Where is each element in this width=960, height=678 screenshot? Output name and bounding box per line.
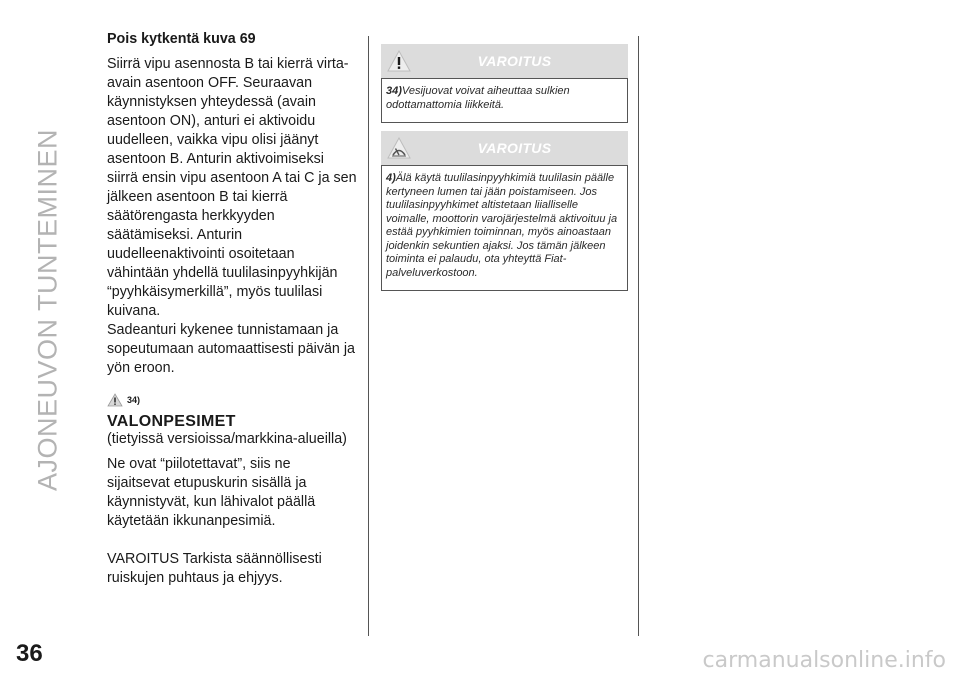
warning-title-2: VAROITUS (477, 140, 552, 156)
warning-body-2 (381, 165, 628, 291)
watermark-text: carmanualsonline.info (702, 648, 946, 673)
column-divider-right (638, 36, 639, 636)
warning-text-2: Älä käytä tuulilasinpyyhkimiä tuulilasin päälle kertyneen lumen tai jään poistamiseen. Jos tuulilasinpyyhkimet altistetaan liialliselle voimalle, moottorin varojärjestelmä aktivoituu ja estää pyyhkimien toiminnan, myös ainoastaan joidenkin sekuntien ajaksi. Jos tämän jälkeen toiminta ei palaudu, ota yhteyttä Fiat-palveluverkostoon. (386, 172, 618, 279)
warning-triangle-icon (387, 50, 411, 72)
warnings-column (381, 44, 628, 291)
warning-reference (107, 392, 357, 408)
warning-reference-number: 34) (127, 394, 141, 405)
section-heading: Pois kytkentä kuva 69 (107, 31, 256, 47)
warning-title-1: VAROITUS (477, 53, 552, 69)
paragraph-warning-check: VAROITUS Tarkista säännöllisesti ruiskujen puhtaus ja ehjyys. (107, 551, 322, 586)
chapter-side-title-text: AJONEUVON TUNTEMINEN (32, 128, 63, 492)
section-title-headlight-washers: VALONPESIMET (107, 413, 236, 430)
section-subtitle: (tietyissä versioissa/markkina-alueilla) (107, 431, 347, 447)
paragraph-deactivation: Siirrä vipu asennosta B tai kierrä virta-avain asentoon OFF. Seuraavan käynnistyksen yhteydessä (avain asentoon ON), anturi ei aktivoidu uudelleen, vaikka vipu olisi jäänyt asentoon B. Anturin aktivoimiseksi siirrä ensin vipu asentoon A tai C ja sen jälkeen asentoon B tai kierrä säätörengasta herkkyyden säätämiseksi. Anturin uudelleenaktivointi osoitetaan vähintään yhdellä tuulilasinpyyhkijän “pyyhkäisymerkillä”, myös tuulilasi kuivana. (107, 56, 357, 319)
paragraph-headlight-washers: Ne ovat “piilotettavat”, siis ne sijaitsevat etupuskurin sisällä ja käynnistyvät, kun lähivalot päällä käytetään ikkunanpesimiä. (107, 456, 316, 529)
page-number: 36 (16, 640, 43, 667)
paragraph-rain-sensor: Sadeanturi kykenee tunnistamaan ja sopeutumaan automaattisesti päivän ja yön eroon. (107, 322, 355, 376)
warning-header-1 (381, 44, 628, 78)
warning-text-1: Vesijuovat voivat aiheuttaa sulkien odottamattomia liikkeitä. (386, 85, 570, 111)
warning-number-1: 34) (386, 85, 402, 97)
column-divider-left (368, 36, 369, 636)
wiper-warning-icon (387, 137, 411, 159)
warning-triangle-icon (107, 393, 123, 407)
warning-number-2: 4) (386, 172, 396, 184)
warning-body-1 (381, 78, 628, 123)
main-text-column (107, 30, 357, 588)
warning-header-2 (381, 131, 628, 165)
